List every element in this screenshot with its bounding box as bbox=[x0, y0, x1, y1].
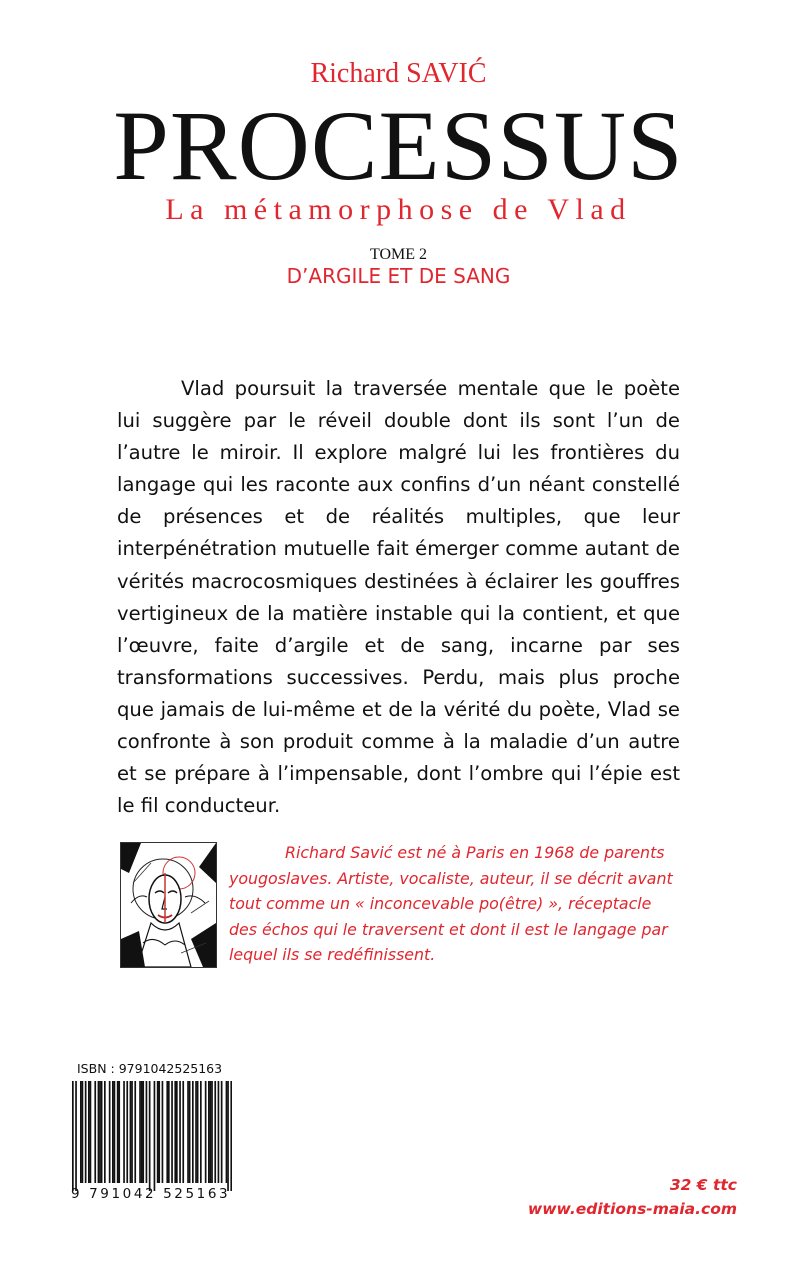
barcode-bar bbox=[139, 1081, 141, 1183]
barcode-bar bbox=[182, 1081, 184, 1183]
barcode-bar bbox=[157, 1081, 159, 1183]
barcode-bar bbox=[162, 1081, 164, 1183]
barcode-bar bbox=[149, 1081, 151, 1191]
barcode-bar bbox=[134, 1081, 136, 1183]
barcode-bar bbox=[90, 1081, 92, 1183]
barcode-bar bbox=[118, 1081, 120, 1183]
barcode-bar bbox=[227, 1081, 229, 1191]
barcode-bar bbox=[101, 1081, 103, 1183]
author-bio: Richard Savić est né à Paris en 1968 de parents yougoslaves. Artiste, vocaliste, auteur, il se décrit avant tout comme un « inconcevable po(être) », réceptacle des échos qui le traversent et dont il est le langage par lequel ils se redéfinissent. bbox=[229, 843, 673, 965]
barcode-bar bbox=[174, 1081, 176, 1183]
portrait-drawing bbox=[121, 843, 216, 967]
book-title: PROCESSUS bbox=[113, 90, 684, 201]
book-subtitle: La métamorphose de Vlad bbox=[165, 193, 632, 226]
barcode-bar bbox=[226, 1081, 228, 1183]
barcode-bar bbox=[126, 1081, 128, 1183]
barcode-bar bbox=[166, 1081, 168, 1183]
barcode-bar bbox=[114, 1081, 116, 1183]
barcode-bar bbox=[112, 1081, 114, 1183]
author-name: Richard SAVIĆ bbox=[310, 58, 487, 89]
synopsis-text: Vlad poursuit la traversée mentale que le poète lui suggère par le réveil double dont ils sont l’un de l’autre le miroir. Il explore malgré lui les frontières du langage qui les raconte aux confins d’un néant constellé de présences et de réalités multiples, que leur interpénétration mutuelle fait émerger comme autant de vérités macrocosmiques destinées à éclairer les gouffres vertigineux de la matière instable qui la contient, et que l’œuvre, faite d’argile et de sang, incarne par ses transformations successives. Perdu, mais plus proche que jamais de lui-même et de la vérité du poète, Vlad se confronte à son produit comme à la maladie d’un autre et se prépare à l’impensable, dont l’ombre qui l’épie est le fil conducteur. bbox=[117, 377, 680, 818]
barcode-bar bbox=[94, 1081, 96, 1183]
barcode-bar bbox=[85, 1081, 87, 1183]
barcode-bar bbox=[218, 1081, 220, 1183]
barcode-bar bbox=[146, 1081, 148, 1183]
barcode-bar bbox=[210, 1081, 212, 1183]
isbn-digits: 9 791042 525163 bbox=[71, 1186, 231, 1202]
barcode-bar bbox=[195, 1081, 197, 1183]
isbn-label: ISBN : 9791042525163 bbox=[77, 1061, 223, 1076]
barcode-icon bbox=[72, 1081, 232, 1191]
price: 32 € ttc bbox=[669, 1176, 737, 1194]
barcode-bar bbox=[117, 1081, 119, 1183]
barcode-bar bbox=[98, 1081, 100, 1183]
barcode-bar bbox=[99, 1081, 101, 1183]
barcode-bar bbox=[109, 1081, 111, 1183]
website-link[interactable]: www.editions-maia.com bbox=[527, 1200, 737, 1218]
barcode-bar bbox=[189, 1081, 191, 1183]
barcode-bar bbox=[158, 1081, 160, 1183]
barcode-bar bbox=[221, 1081, 223, 1183]
barcode-bar bbox=[200, 1081, 202, 1183]
barcode-bar bbox=[230, 1081, 232, 1191]
barcode-bar bbox=[176, 1081, 178, 1183]
barcode-bar bbox=[154, 1081, 156, 1191]
barcode-bar bbox=[179, 1081, 181, 1183]
barcode-bar bbox=[75, 1081, 77, 1191]
barcode-bar bbox=[131, 1081, 133, 1183]
barcode-bar bbox=[142, 1081, 144, 1183]
barcode-bar bbox=[168, 1081, 170, 1183]
barcode-bar bbox=[80, 1081, 82, 1183]
barcode-bar bbox=[88, 1081, 90, 1183]
author-portrait-icon bbox=[120, 842, 217, 968]
barcode-bar bbox=[214, 1081, 216, 1183]
barcode-bar bbox=[192, 1081, 194, 1183]
barcode-bar bbox=[123, 1081, 125, 1183]
barcode-bar bbox=[72, 1081, 74, 1191]
barcode-bar bbox=[211, 1081, 213, 1183]
barcode-bar bbox=[141, 1081, 143, 1183]
barcode-bar bbox=[187, 1081, 189, 1183]
barcode-bar bbox=[82, 1081, 84, 1183]
barcode-bar bbox=[197, 1081, 199, 1183]
barcode-bar bbox=[205, 1081, 207, 1183]
tome-title: D’ARGILE ET DE SANG bbox=[286, 264, 511, 288]
tome-number: TOME 2 bbox=[369, 246, 428, 263]
barcode-bar bbox=[208, 1081, 210, 1183]
barcode-bar bbox=[104, 1081, 106, 1183]
barcode-bar bbox=[130, 1081, 132, 1183]
barcode-bar bbox=[171, 1081, 173, 1183]
